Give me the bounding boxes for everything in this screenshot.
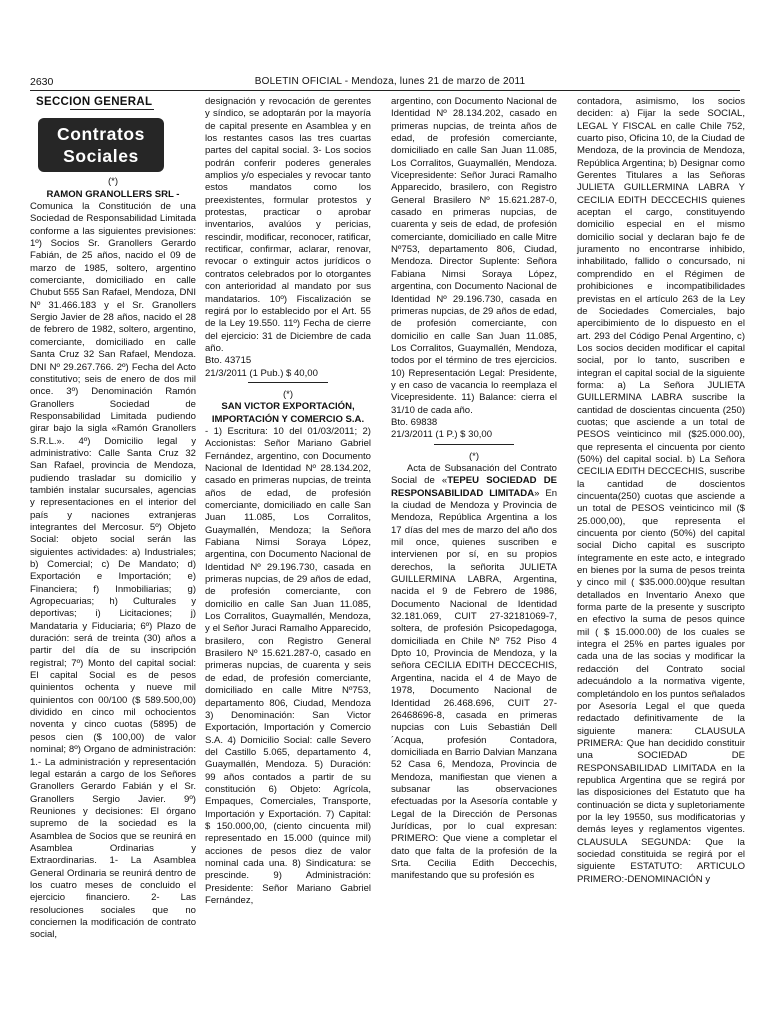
notice3-marker: (*) (468, 450, 480, 462)
notice3-intro: Acta de Subsanación del Contrato Social de « (391, 462, 557, 487)
notice1-body: Comunica la Constitución de una Sociedad de Responsabilidad Limitada conforme a las siguientes previsiones: 1º) Socios Sr. Granollers Gerardo Fabián, de 25 años, nacido el 09 de marzo de 1985, soltero, argentino comerciante, domiciliado en calle Chubut 555 San Rafael, Mendoza, DNI Nº 31.466.183 y el Sr. Granollers Sergio Javier de 28 años, nacido el 28 de febrero de 1982, soltero, argentino, comerciante, domiciliado en calle Santa Cruz 32 San Rafael, Mendoza. DNI Nº 29.267.766. 2º) Fecha del Acto constitutivo; seis de enero de dos mil once. 3º) Denominación Ramón Granollers Sociedad de Responsabilidad Limitada pudiendo girar bajo la sigla «Ramón Granollers S.R.L.». 4º) Domicilio legal y administrativo: Calle Santa Cruz 32 San Rafael, provincia de Mendoza, pudiendo trasladar su domicilio y también instalar sucursales, agencias y representaciones en el interior del país y naciones extranjeras integrantes del Mercosur. 5º) Objeto Social: objeto social serán las siguientes actividades: a) Industriales; b) Comercial; c) De Mandato; d) Exportación e Importación; e) Financiera; f) Inmobiliarias; g) Agropecuarias; h) Culturales y deportivas; i) Licitaciones; j) Mandataria y Fiduciaria; 6º) Plazo de duración: será de treinta (30) años a partir del día de su inscripción registral; 7º) Monto del capital social: El capital Social es de pesos quinientos ochenta y nueve mil quinientos con 00/100 ($ 589.500,00) dividido en cinco mil ochocientos noventa y cinco cuotas (5895) de pesos cien ($ 100,00) de valor nominal; 8º) Organo de administración: 1.- La administración y representación legal estarán a cargo de los Señores Granollers Gerardo Fabián y el Sr. Granollers Sergio Javier. 9º) Reuniones y decisiones: El órgano supremo de la sociedad es la Asamblea de Socios que se reunirá en Asamblea Ordinarias y Extraordinarias. 1- La Asamblea General Ordinaria se reunirá dentro de los cuatro meses de concluido el ejercicio financiero. 2- Las resoluciones sociales que no conciernen la modificación de contrato social, (30, 201, 196, 941)
column-1 (30, 96, 196, 942)
separator (248, 382, 328, 383)
page-number: 2630 (30, 76, 54, 88)
notice2-bto: Bto. 69838 (391, 416, 438, 428)
column-3 (391, 96, 557, 883)
notice2-marker: (*) (282, 388, 294, 400)
separator (434, 444, 514, 445)
notice1-bto: Bto. 43715 (205, 355, 252, 367)
banner-line-1: Contratos (56, 124, 146, 145)
notice3-body-b: contadora, asimismo, los socios deciden: a) Fijar la sede SOCIAL, LEGAL Y FISCAL en calle Chile 752, cuarto piso, Oficina 10, de la Ciudad de Mendoza, de la provincia de Mendoza, República Argentina; b) Designar como Gerentes Titulares a las Señoras JULIETA GUILLERMINA LABRA Y CECILIA EDITH DECCECHIS quienes aceptan el cargo, constituyendo domicilio especial en el mismo domicilio social y declaran bajo fe de juramento no encontrarse inhibido, inhabilitado, fallido o concursado, ni comprendido en el Régimen de prohibiciones e incompatibilidades previstas en el artículo 263 de la Ley de Sociedades Comerciales, bajo apercibimiento de lo dispuesto en el art. 293 del Código Penal Argentino, c) Los socios deciden modificar el capital social, por lo tanto, suscriben e integran el capital social de la siguiente forma: a) La Señora JULIETA GUILLERMINA LABRA suscribe la cantidad de doscientas cincuenta (250) cuotas; que asciende a un total de PESOS veinticinco mil ($25.000.00), que representa el cincuenta por ciento (50%) del capital social. b) La Señora CECILIA EDITH DECCECHIS, suscribe la cantidad de doscientos cincuenta(250) cuotas que asciende a un total de PESOS veinticinco mil ($ 25.000,00), que representa el cincuenta por ciento (50%) del capital social Dicho capital es suscripto íntegramente en este acto, e integrado en bienes por la suma de pesos treinta y cinco mil ( $35.000.00)que resultan detallados en Inventario Anexo que forma parte de la presente y suscripto en efectivo la suma de pesos quince mil ( $ 15.000.00) de los cuales se integra el 25% en partes iguales por cada una de las socias y modificar la redacción del Contrato social adecuándolo a la normativa vigente, completándolo en los puntos señalados por Asesoría Legal el que queda redactado definitivamente de la siguiente manera: CLAUSULA PRIMERA: Que han decidido constituir una SOCIEDAD DE RESPONSABILIDAD LIMITADA en la republica Argentina que se regirá por las disposiciones del Estatuto que ha continuación se dicta y supletoriamente por la ley 19550, sus modificatorias y demás leyes y reglamentos vigentes. CLAUSULA SEGUNDA: Que la sociedad constituida se regirá por el siguiente ESTATUTO: ARTICULO PRIMERO:-DENOMINACIÓN y (577, 96, 745, 885)
notice1-body-cont: designación y revocación de gerentes y síndico, se adoptarán por la mayoría de capital presente en Asamblea y en los restantes casos las tres cuartas partes del capital social. 3- Los socios podrán conferir poderes generales amplios y/o especiales y revocar tanto estos mandatos como los preexistentes, formular protestos y protestas, practicar o aprobar inventarios, avalúos y pericias, rescindir, modificar, reconocer, ratificar, rectificar, confirmar, aclarar, renovar, revocar o extinguir actos jurídicos o contratos celebrados por lo otorgantes con anterioridad al mandato por sus mandatarios. 10º) Fiscalización se regirá por lo establecido por el Art. 55 de la Ley 19.550. 11º) Fecha de cierre del ejercicio: 31 de Diciembre de cada año. (205, 96, 371, 354)
notice3-body (391, 463, 557, 883)
notice1-date: 21/3/2011 (1 Pub.) $ 40,00 (205, 367, 318, 379)
notice2-title: SAN VICTOR EXPORTACIÓN, IMPORTACIÓN Y COMERCIO S.A. (211, 401, 365, 425)
notice2-body-cont: argentino, con Documento Nacional de Identidad Nº 28.134.202, casado en primeras nupcias, de treinta años de edad, de profesión comerciante, domiciliado en calle San Juan 11.085, Los Corralitos, Guaymallén, Mendoza. Vicepresidente: Señor Juraci Ramalho Apparecido, brasilero, con Registro General Brasilero Nº 15.621.287-0, casado en primeras nupcias, de cuarenta y seis de edad, de profesión comerciante, domiciliado en calle Mitre Nº753, departamento 806, Ciudad, Mendoza. Director Suplente: Señora Fabiana Nimsi Soraya López, argentina, con Documento Nacional de Identidad Nº 29.196.730, casada en primeras nupcias, de 29 años de edad, de profesión comerciante, con domicilio en calle San Juan 11.085, Los Corralitos, Guaymallén, Mendoza, todos por el término de tres ejercicios. 10) Representación Legal: Presidente, y en caso de vacancia lo reemplaza el Vicepresidente. 11) Balance: cierra el 31/10 de cada año. (391, 96, 557, 416)
notice1-title: RAMON GRANOLLERS SRL - (46, 188, 180, 200)
banner-line-2: Sociales (63, 146, 139, 167)
notice3-title: TEPEU SOCIEDAD DE RESPONSABILIDAD LIMITADA (391, 475, 557, 499)
notice3-body-a: » En la ciudad de Mendoza y Provincia de Mendoza, República Argentina a los 17 días del mes de marzo del año dos mil once, quienes suscriben e intervienen por sí, en su propios derechos, la señorita JULIETA GUILLERMINA LABRA, Argentina, nacida el 9 de Febrero de 1986, Documento Nacional de Identidad 32.181.069, CUIT 27-32181069-7, soltera, de profesión Psicopedagoga, domiciliada en Chile Nº 752 Piso 4 Dpto 10, Provincia de Mendoza, y la señora CECILIA EDITH DECCECHIS, Argentina, nacida el 4 de Mayo de 1978, Documento Nacional de Identidad 26.468.696, CUIT 27-26468696-8, casada en primeras nupcias con Luis Sebastián Dell´Acqua, profesión Contadora, domiciliada en Barrio Dalvian Manzana 52 Casa 6, Mendoza, Provincia de Mendoza, manifiestan que vienen a subsanar las observaciones efectuadas por la Asesoría contable y Legal de la Dirección de Personas Jurídicas, por lo cual expresan: PRIMERO: Que viene a completar el dato que falta de la profesión de la Srta. Cecilia Edith Deccechis, manifestando que su profesión es (391, 487, 558, 882)
column-2 (205, 96, 371, 907)
header-title: BOLETIN OFICIAL - Mendoza, lunes 21 de marzo de 2011 (254, 76, 526, 87)
contratos-sociales-banner (38, 118, 164, 172)
header-rule (30, 90, 740, 91)
notice1-marker: (*) (107, 176, 119, 188)
section-rule (70, 109, 154, 110)
column-4 (577, 96, 745, 886)
notice2-date: 21/3/2011 (1 P.) $ 30,00 (391, 429, 493, 441)
notice2-body: - 1) Escritura: 10 del 01/03/2011; 2) Accionistas: Señor Mariano Gabriel Fernández, argentino, con Documento Nacional de Identidad Nº 28.134.202, casado en primeras nupcias, de treinta años de edad, de profesión comerciante, domiciliado en calle San Juan 11.085, Los Corralitos, Guaymallén, Mendoza; la Señora Fabiana Nimsi Soraya López, argentina, con Documento Nacional de Identidad Nº 29.196.730, casada en primeras nupcias, de 29 años de edad, de profesión comerciante, con domicilio en calle San Juan 11.085, Los Corralitos, Guaymallén, Mendoza, y el Señor Juraci Ramalho Apparecido, brasilero, con Registro General Brasilero Nº 15.621.287-0, casado en primeras nupcias, de cuarenta y seis de edad, de profesión comerciante, domiciliado en calle Mitre Nº753, departamento 806, Ciudad, Mendoza 3) Denominación: San Victor Exportación, Importación y Comercio S.A. 4) Domicilio Social: calle Severo del Castillo 5.065, departamento 4, Guaymallén, Mendoza. 5) Duración: 99 años contados a partir de su constitución 6) Objeto: Agrícola, Empaques, Comerciales, Transporte, Importación y Exportación. 7) Capital: $ 150.000,00, (ciento cincuenta mil) representado en 15.000 (quince mil) acciones de pesos diez de valor nominal cada una. 8) Sindicatura: se prescinde. 9) Administración: Presidente: Señor Mariano Gabriel Fernández, (205, 425, 371, 906)
section-heading: SECCION GENERAL (36, 96, 153, 108)
